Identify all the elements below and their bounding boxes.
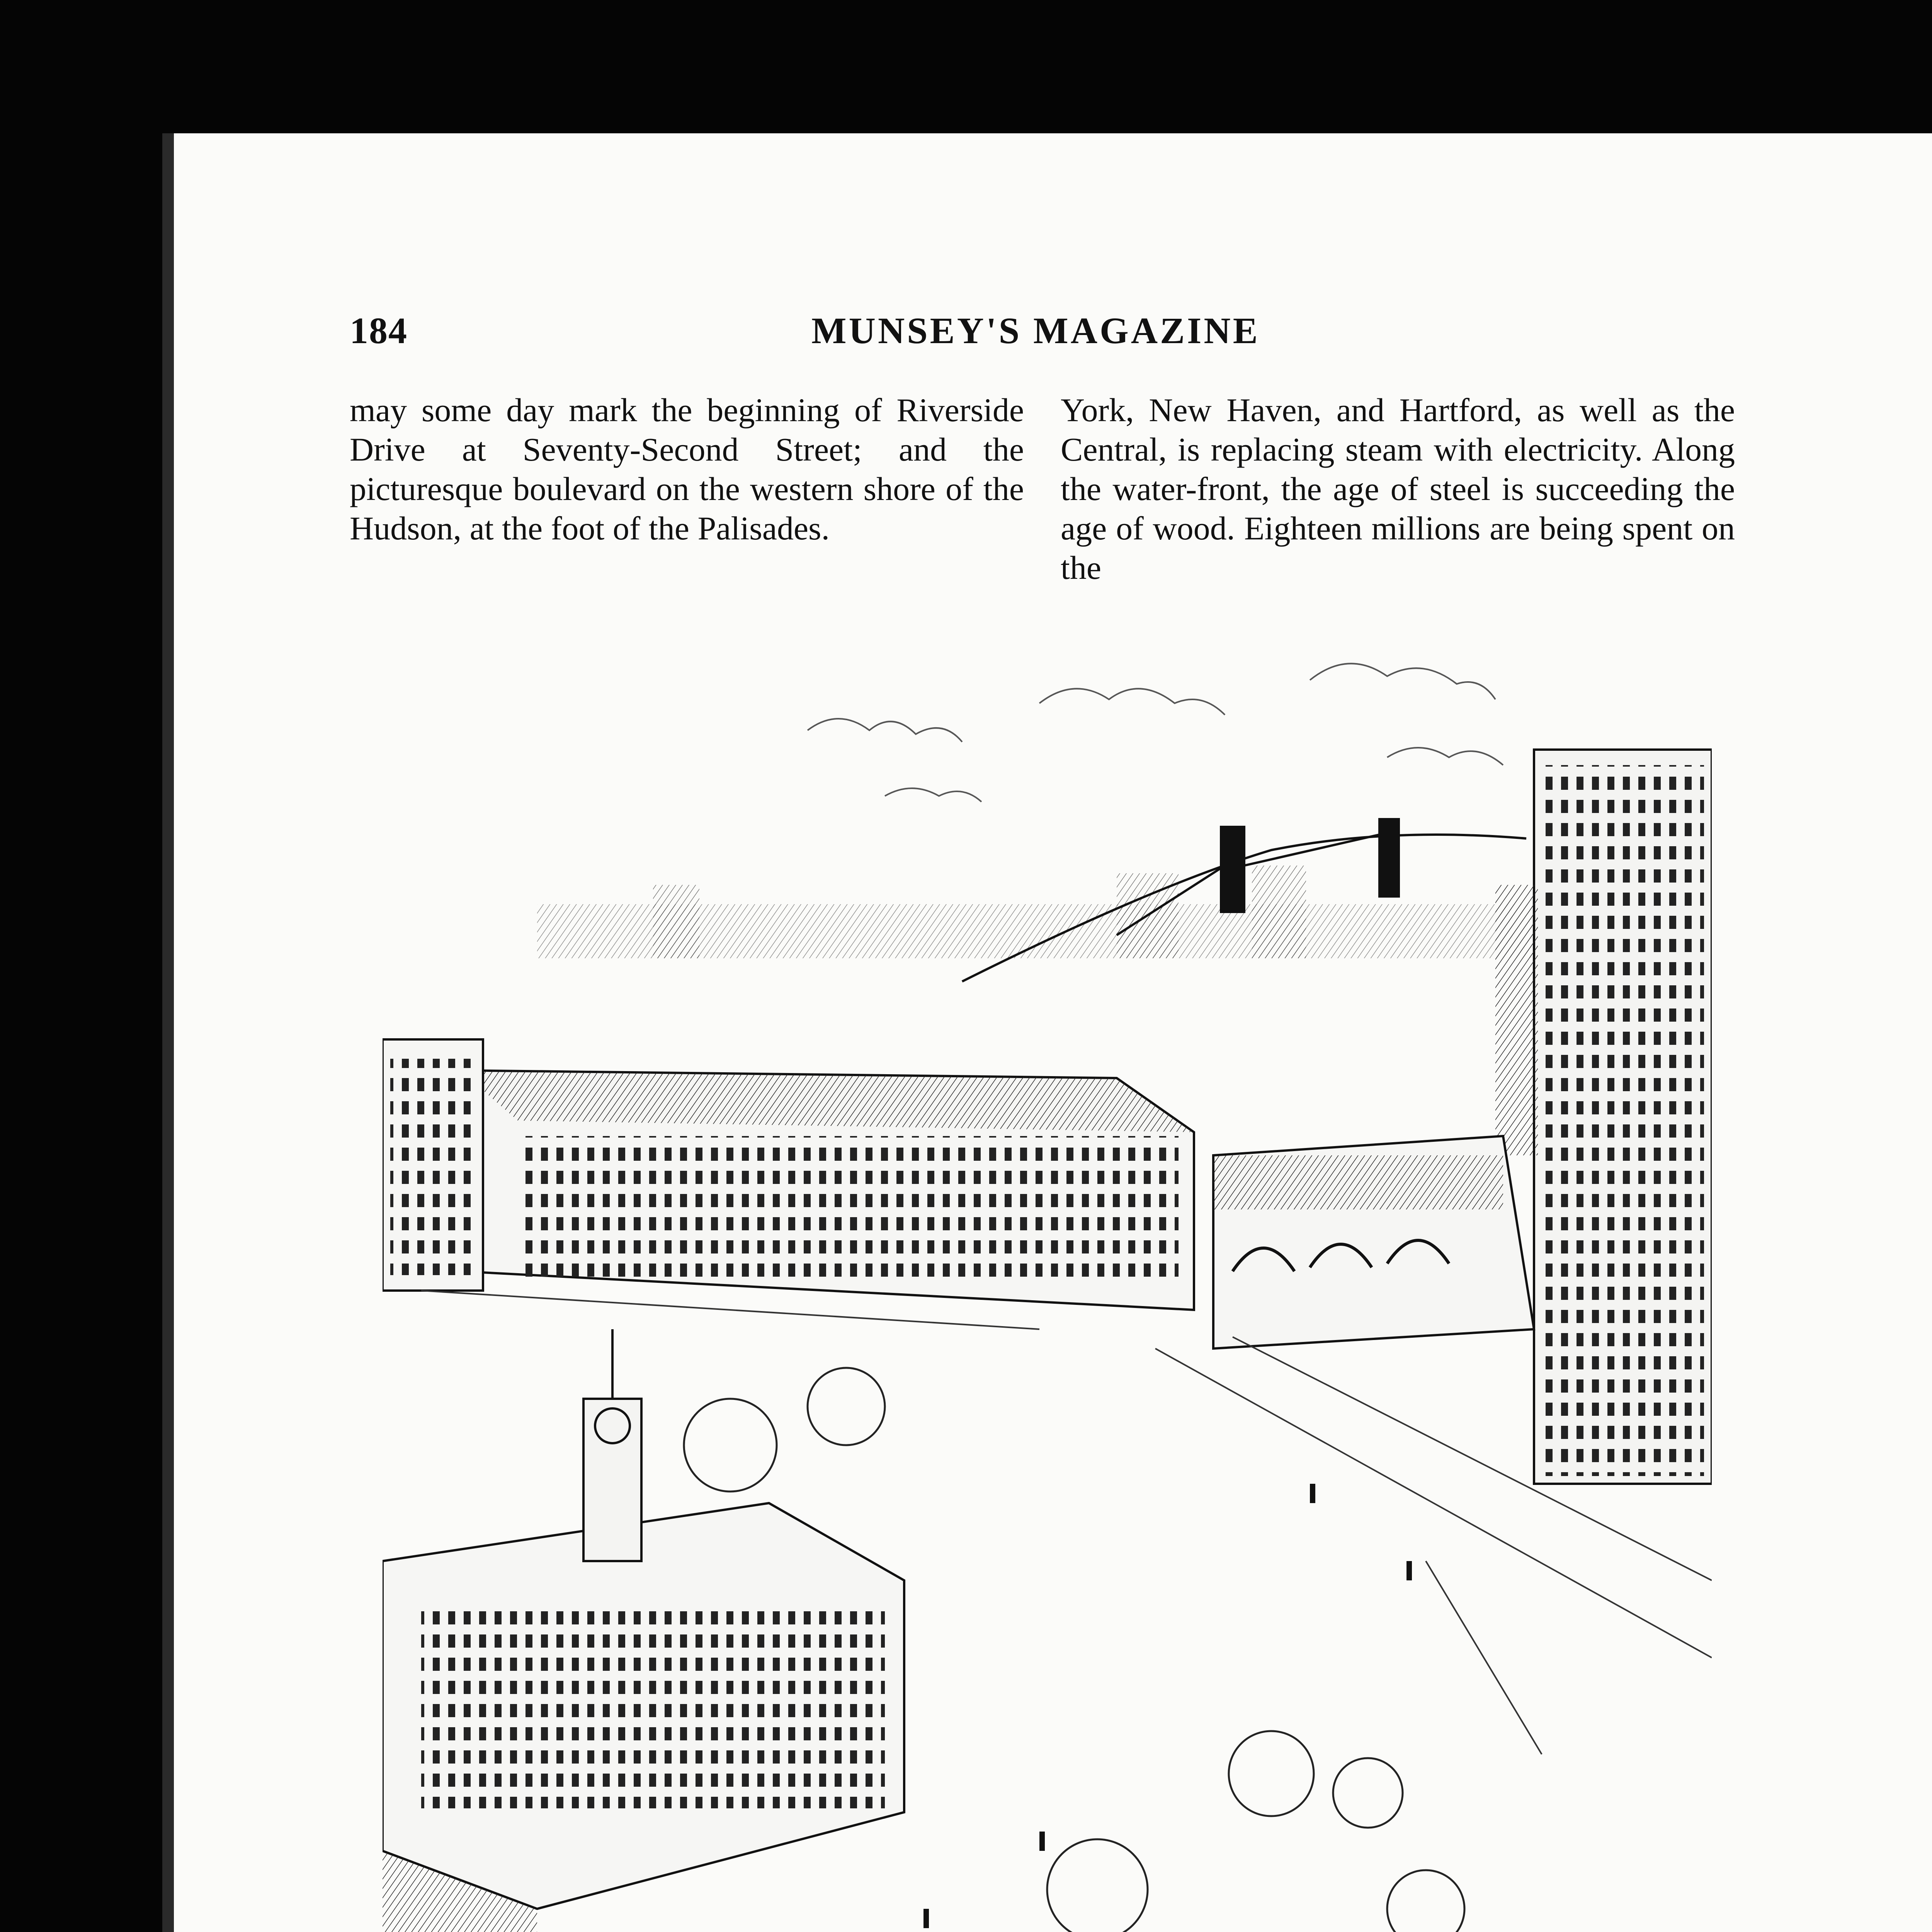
city-hall [383,1329,904,1932]
illustration-drawing [383,634,1712,1932]
running-title: MUNSEY'S MAGAZINE [811,310,1260,351]
running-head [0,309,1932,363]
city-hall-park-illustration [383,634,1712,1932]
page-number: 184 [350,310,408,351]
clouds [808,663,1503,802]
post-office-building [383,1039,1194,1310]
text-column-top-right: York, New Haven, and Hartford, as well as the Central, is replacing steam with electricity. Along the water-front, the age of steel is succeeding the age of wood. Eighteen millions are being spent on the [1061,391,1735,586]
text-column-top-left: may some day mark the beginning of Riverside Drive at Seventy-Second Street; and the picturesque boulevard on the western shore of the Hudson, at the foot of the Palisades. [350,391,1024,547]
bridge-terminal [1213,1136,1534,1349]
tall-building-right [1495,750,1712,1484]
